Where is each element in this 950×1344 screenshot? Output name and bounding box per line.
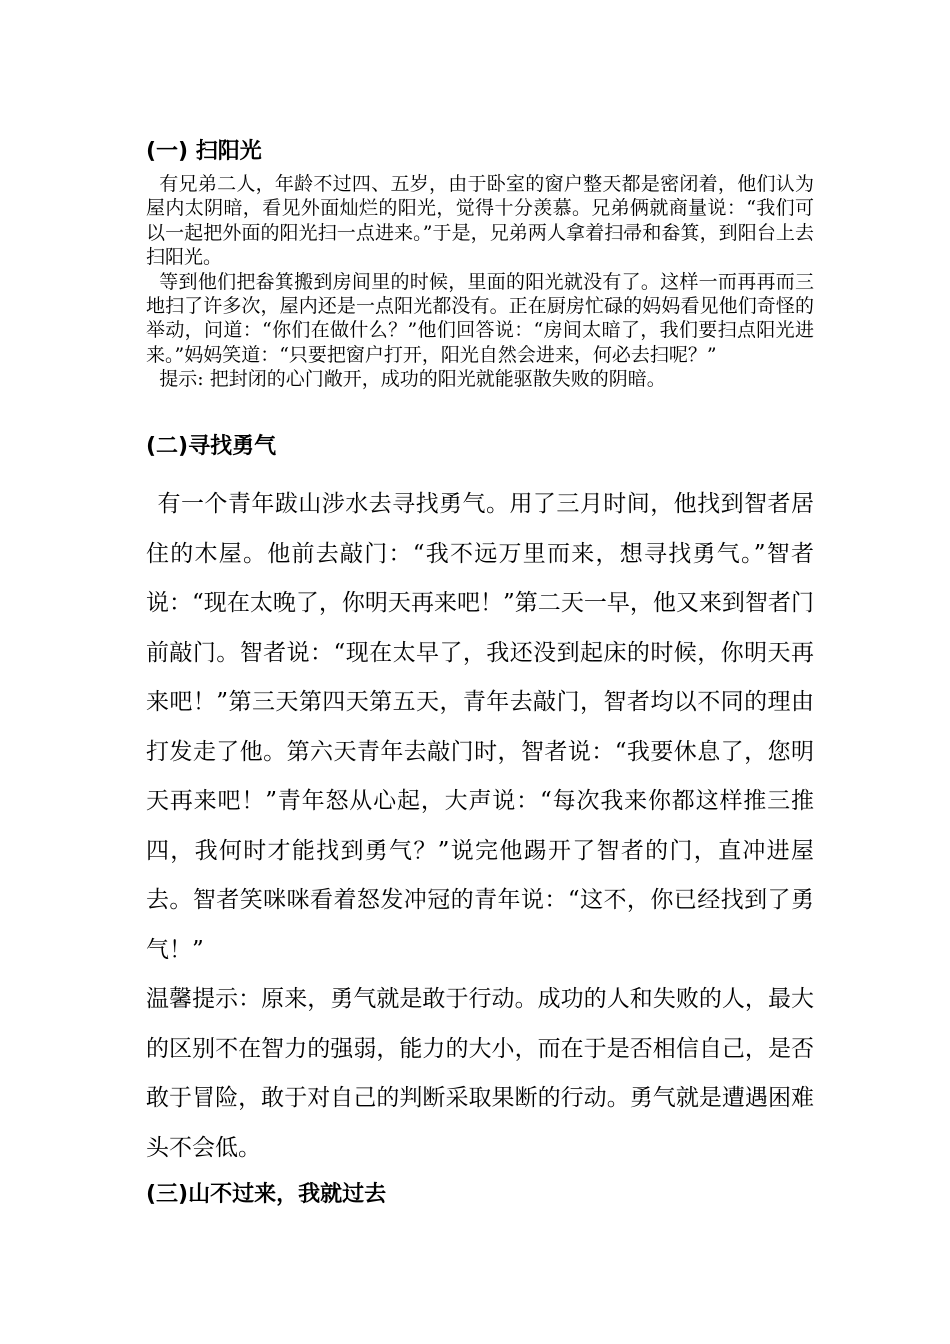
paragraph-1-2: 等到他们把畚箕搬到房间里的时候，里面的阳光就没有了。这样一而再再而三地扫了许多次，屋内还是一点阳光都没有。正在厨房忙碌的妈妈看见他们奇怪的举动，问道：“你们在做什么？”他们回答说：“房间太暗了，我们要扫点阳光进来。”妈妈笑道：“只要把窗户打开，阳光自然会进来，何必去扫呢？” <box>146 270 814 366</box>
section-body-1 <box>146 172 814 392</box>
section-heading-1: (一) 扫阳光 <box>146 139 262 164</box>
paragraph-2-2: 温馨提示：原来，勇气就是敢于行动。成功的人和失败的人，最大的区别不在智力的强弱，能力的大小，而在于是否相信自己，是否敢于冒险，敢于对自己的判断采取果断的行动。勇气就是遭遇困难头不会低。 <box>146 986 814 1161</box>
paragraph-1-1: 有兄弟二人，年龄不过四、五岁，由于卧室的窗户整天都是密闭着，他们认为屋内太阴暗，看见外面灿烂的阳光，觉得十分羡慕。兄弟俩就商量说：“我们可以一起把外面的阳光扫一点进来。”于是，兄弟两人拿着扫帚和畚箕，到阳台上去扫阳光。 <box>146 173 814 269</box>
paragraph-2-1: 有一个青年跋山涉水去寻找勇气。用了三月时间，他找到智者居住的木屋。他前去敲门：“我不远万里而来，想寻找勇气。”智者说：“现在太晚了，你明天再来吧！”第二天一早，他又来到智者门前敲门。智者说：“现在太早了，我还没到起床的时候，你明天再来吧！”第三天第四天第五天，青年去敲门，智者均以不同的理由打发走了他。第六天青年去敲门时，智者说：“我要休息了，您明天再来吧！”青年怒从心起，大声说：“每次我来你都这样推三推四，我何时才能找到勇气？”说完他踢开了智者的门，直冲进屋去。智者笑咪咪看着怒发冲冠的青年说：“这不，你已经找到了勇气！” <box>146 491 814 963</box>
section-heading-3: (三)山不过来，我就过去 <box>146 1182 387 1207</box>
section-body-2 <box>146 480 814 1173</box>
section-heading-2: (二)寻找勇气 <box>146 434 277 459</box>
paragraph-1-3: 提示: 把封闭的心门敞开，成功的阳光就能驱散失败的阴暗。 <box>159 368 666 391</box>
